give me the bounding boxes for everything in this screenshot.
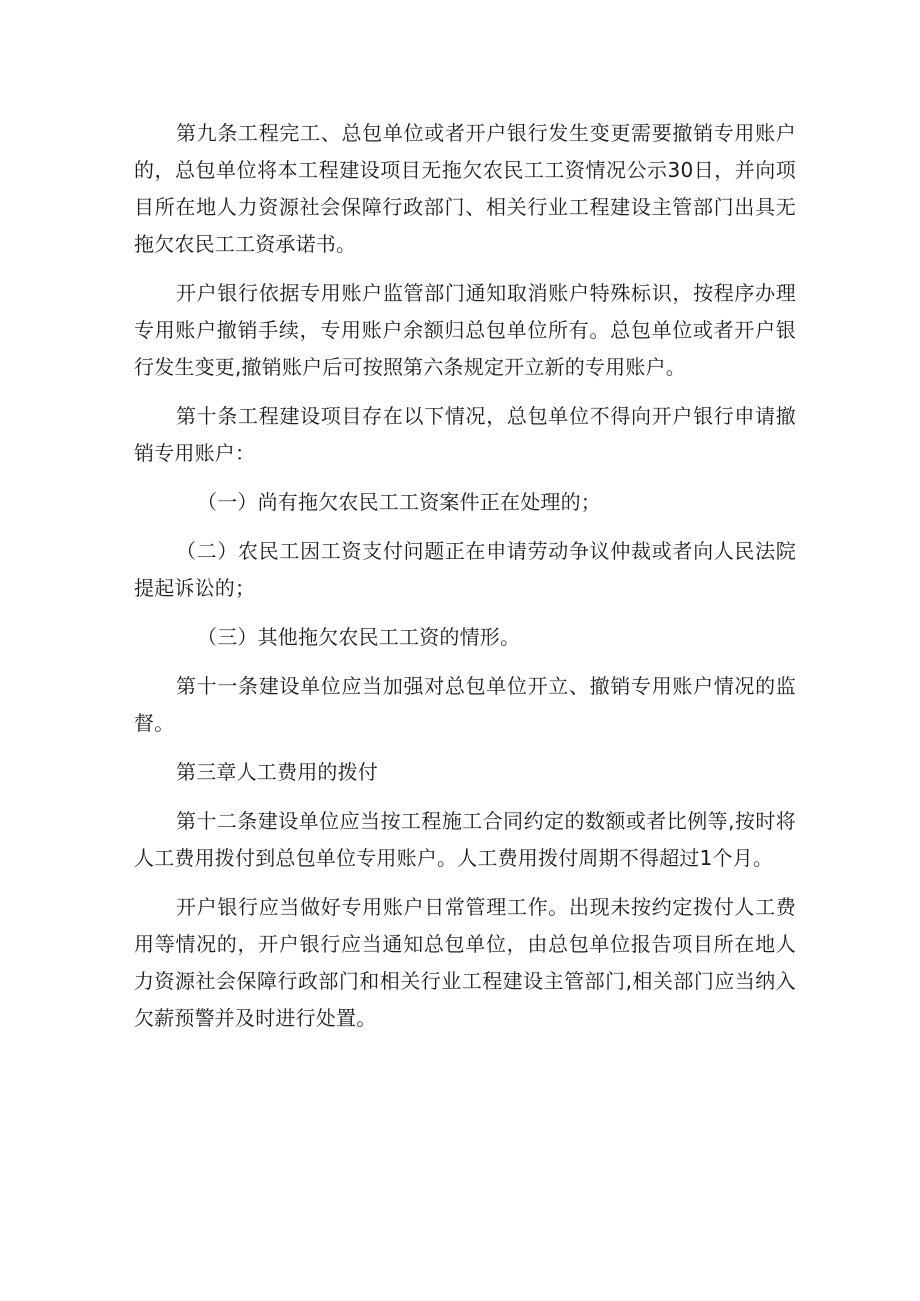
list-item-2: （二）农民工因工资支付问题正在申请劳动争议仲裁或者向人民法院提起诉讼的； [134,539,796,600]
paragraph-article-12: 第十二条建设单位应当按工程施工合同约定的数额或者比例等,按时将人工费用拨付到总包单位专用账户。人工费用拨付周期不得超过1个月。 [134,809,796,870]
paragraph-article-9: 第九条工程完工、总包单位或者开户银行发生变更需要撤销专用账户的，总包单位将本工程建设项目无拖欠农民工工资情况公示30日，并向项目所在地人力资源社会保障行政部门、相关行业工程建设主管部门出具无拖欠农民工工资承诺书。 [134,121,796,256]
list-item-1: （一）尚有拖欠农民工工资案件正在处理的； [197,490,601,514]
document-body [134,115,796,1049]
paragraph-article-10: 第十条工程建设项目存在以下情况，总包单位不得向开户银行申请撤销专用账户： [134,404,796,465]
paragraph-bank-management: 开户银行应当做好专用账户日常管理工作。出现未按约定拨付人工费用等情况的，开户银行应当通知总包单位，由总包单位报告项目所在地人力资源社会保障行政部门和相关行业工程建设主管部门,相关部门应当纳入欠薪预警并及时进行处置。 [134,895,796,1030]
chapter-heading: 第三章人工费用的拨付 [176,760,378,784]
paragraph-account-cancellation: 开户银行依据专用账户监管部门通知取消账户特殊标识，按程序办理专用账户撤销手续，专用账户余额归总包单位所有。总包单位或者开户银行发生变更,撤销账户后可按照第六条规定开立新的专用账户。 [134,281,796,379]
list-item-3: （三）其他拖欠农民工工资的情形。 [197,625,521,649]
paragraph-article-11: 第十一条建设单位应当加强对总包单位开立、撤销专用账户情况的监督。 [134,674,796,735]
